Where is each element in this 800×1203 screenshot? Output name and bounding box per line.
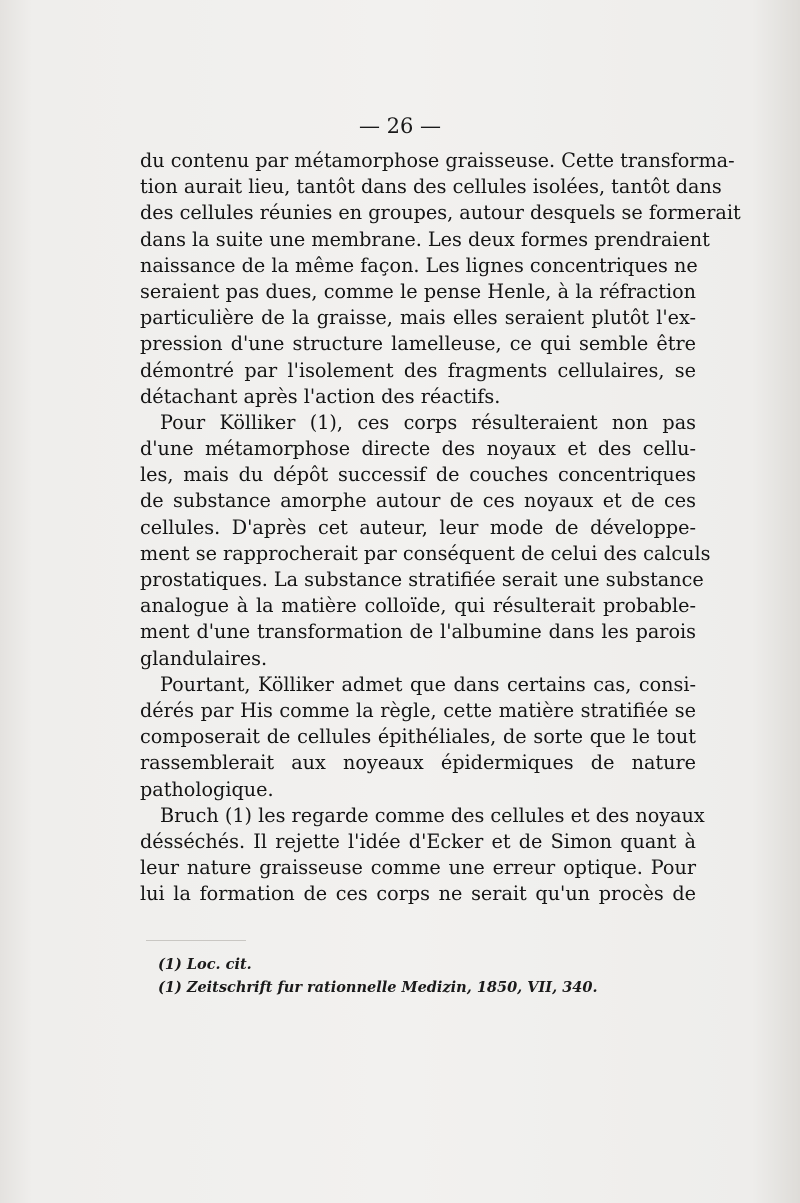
text-line: cellules. D'après cet auteur, leur mode de développe-: [140, 515, 696, 539]
text-line: tion aurait lieu, tantôt dans des cellules isolées, tantôt dans: [140, 175, 722, 199]
footnote: (1) Zeitschrift fur rationnelle Medizin, 1850, VII, 340.: [158, 979, 598, 996]
text-line: seraient pas dues, comme le pense Henle, à la réfraction: [140, 279, 696, 303]
text-line: détachant après l'action des réactifs.: [140, 384, 501, 408]
text-line: désséchés. Il rejette l'idée d'Ecker et de Simon quant à: [140, 829, 696, 853]
text-line: pression d'une structure lamelleuse, ce qui semble être: [140, 332, 696, 356]
text-line: des cellules réunies en groupes, autour desquels se formerait: [140, 201, 741, 225]
text-line: de substance amorphe autour de ces noyaux et de ces: [140, 489, 696, 513]
text-line: leur nature graisseuse comme une erreur optique. Pour: [140, 856, 696, 880]
main-text: [140, 148, 741, 907]
text-line: du contenu par métamorphose graisseuse. Cette transforma-: [140, 149, 735, 172]
footnotes: [158, 953, 698, 999]
paragraph-start-line: Bruch (1) les regarde comme des cellules et des noyaux: [160, 803, 705, 827]
text-line: composerait de cellules épithéliales, de sorte que le tout: [140, 725, 696, 749]
text-line: prostatiques. La substance stratifiée serait une substance: [140, 568, 704, 591]
footnote-divider: [146, 940, 246, 941]
text-line: glandulaires.: [140, 646, 268, 670]
text-line: les, mais du dépôt successif de couches concentriques: [140, 463, 696, 487]
text-line: dans la suite une membrane. Les deux formes prendraient: [140, 227, 710, 251]
footnote: (1) Loc. cit.: [158, 956, 252, 973]
page-number: — 26 —: [358, 114, 442, 138]
text-line: ment d'une transformation de l'albumine dans les parois: [140, 620, 696, 644]
text-line: d'une métamorphose directe des noyaux et des cellu-: [140, 437, 696, 461]
text-line: démontré par l'isolement des fragments cellulaires, se: [140, 358, 696, 382]
text-line: naissance de la même façon. Les lignes concentriques ne: [140, 253, 698, 277]
text-line: ment se rapprocherait par conséquent de celui des calculs: [140, 541, 711, 565]
text-line: rassemblerait aux noyeaux épidermiques de nature: [140, 751, 696, 775]
paragraph-start-line: Pour Kölliker (1), ces corps résulteraient non pas: [160, 410, 696, 434]
text-line: pathologique.: [140, 777, 274, 801]
text-line: lui la formation de ces corps ne serait qu'un procès de: [140, 882, 696, 906]
paragraph-start-line: Pourtant, Kölliker admet que dans certains cas, consi-: [160, 672, 696, 696]
text-line: dérés par His comme la règle, cette matière stratifiée se: [140, 698, 696, 722]
text-line: analogue à la matière colloïde, qui résulterait probable-: [140, 594, 696, 618]
text-line: particulière de la graisse, mais elles seraient plutôt l'ex-: [140, 306, 696, 330]
